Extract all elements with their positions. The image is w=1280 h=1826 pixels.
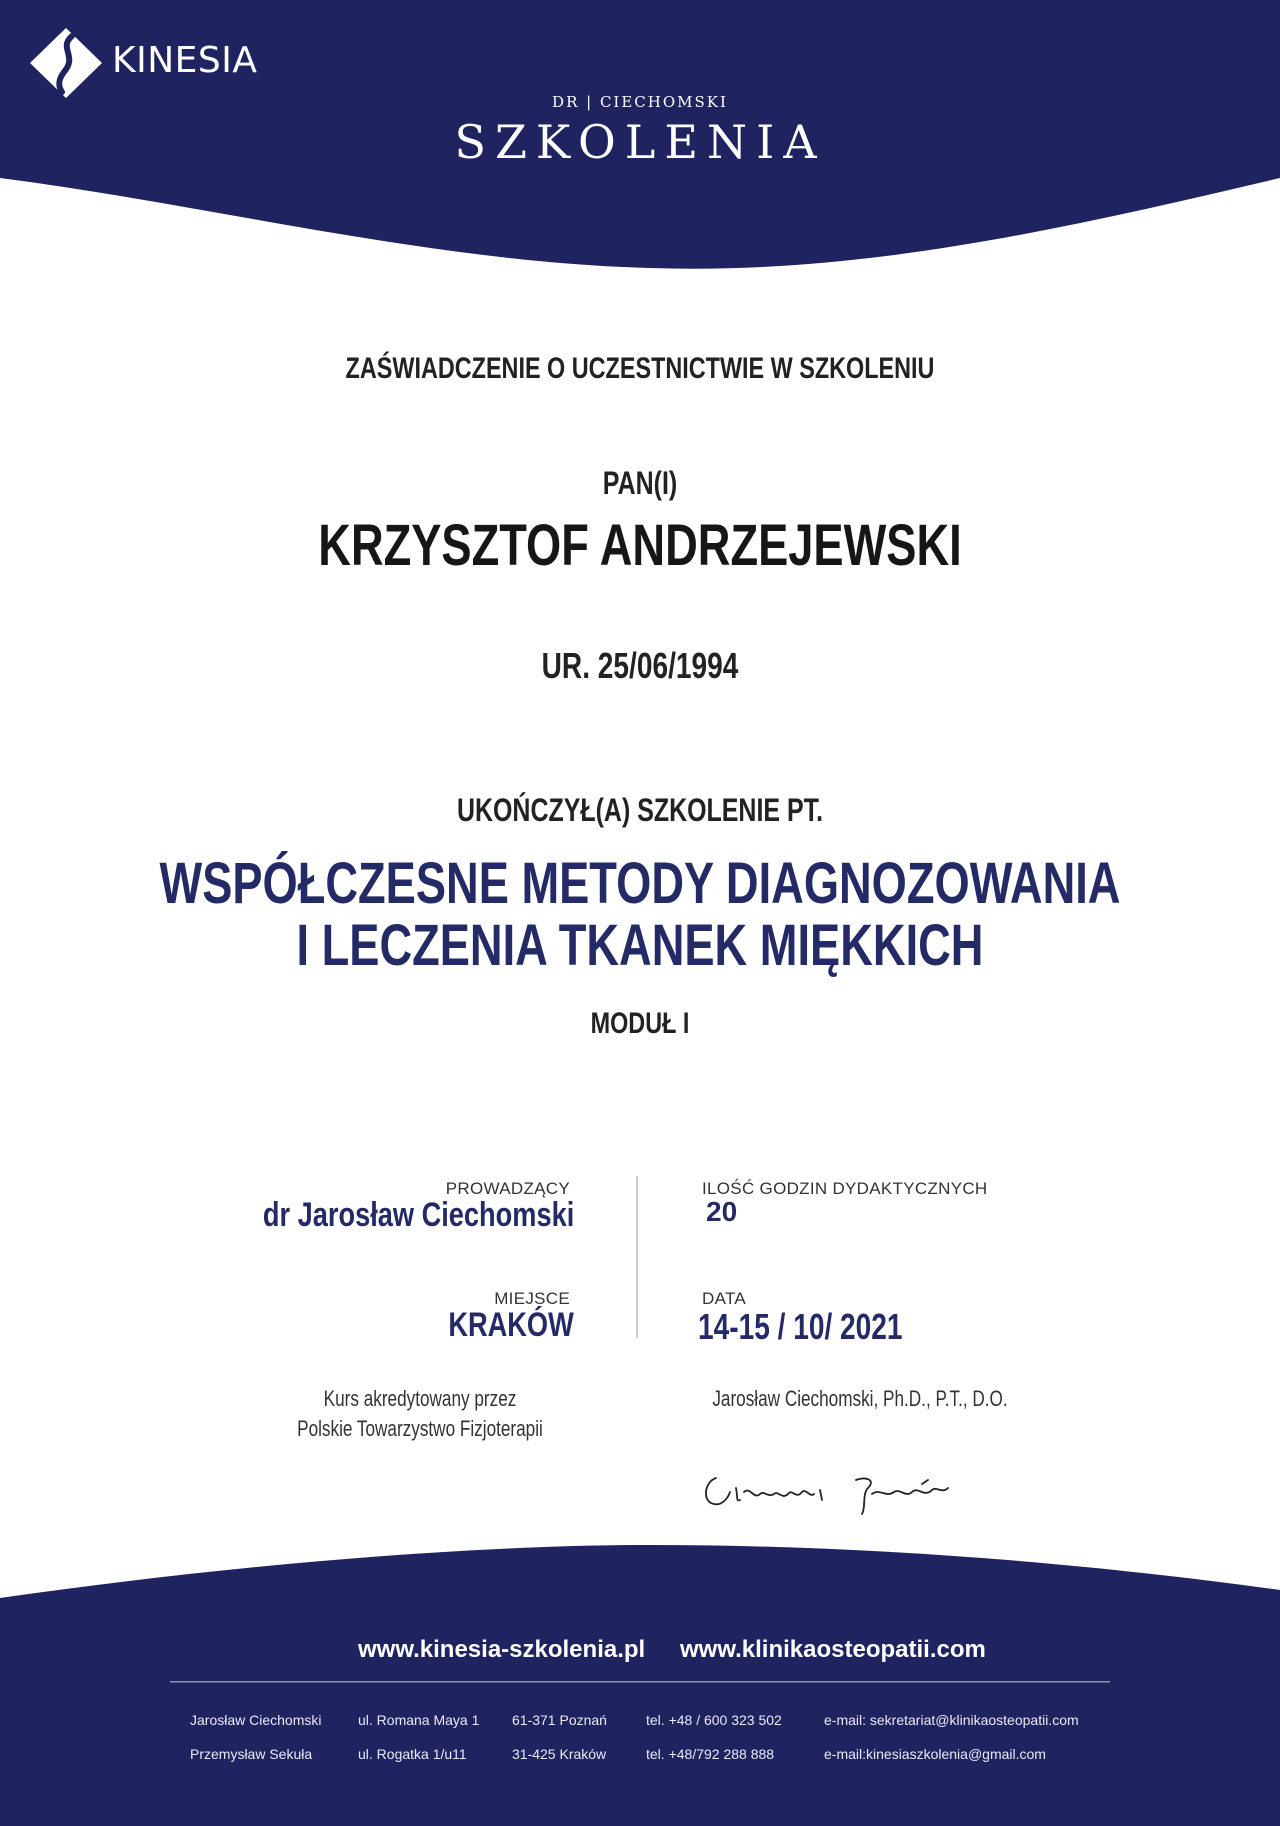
contact-street: ul. Romana Maya 1 [358, 1712, 480, 1728]
completed-label-wrap [0, 792, 1280, 829]
details-divider [636, 1176, 638, 1338]
contact-name: Jarosław Ciechomski [190, 1712, 322, 1728]
contact-email[interactable]: e-mail: sekretariat@klinikaosteopatii.com [824, 1712, 1079, 1728]
completed-label: UKOŃCZYŁ(A) SZKOLENIE PT. [456, 792, 824, 828]
place-value-wrap [274, 1306, 574, 1345]
accreditation-note [230, 1384, 610, 1444]
participant-name-wrap [0, 512, 1280, 579]
certificate-heading-wrap [0, 352, 1280, 386]
kinesia-diamond-icon [28, 26, 104, 100]
kinesia-logo [28, 26, 288, 100]
course-title-line2: I LECZENIA TKANEK MIĘKKICH [296, 913, 984, 978]
date-label: DATA [702, 1289, 747, 1308]
birth-date-wrap [0, 645, 1280, 687]
brand-title: SZKOLENIA [454, 115, 826, 169]
birth-date: UR. 25/06/1994 [541, 645, 739, 686]
date-value-wrap [698, 1306, 998, 1348]
contact-city: 61-371 Poznań [512, 1712, 607, 1728]
footer-url-1[interactable]: www.kinesia-szkolenia.pl [358, 1636, 646, 1663]
place-value: KRAKÓW [448, 1306, 574, 1344]
accreditation-line2: Polskie Towarzystwo Fizjoterapii [297, 1416, 543, 1441]
course-title-line1: WSPÓŁCZESNE METODY DIAGNOZOWANIA [159, 851, 1121, 916]
brand-subtitle: DR | CIECHOMSKI [552, 93, 728, 111]
accreditation-line1: Kurs akredytowany przez [323, 1386, 517, 1411]
logo-text: KINESIA [112, 40, 258, 81]
certificate-heading: ZAŚWIADCZENIE O UCZESTNICTWIE W SZKOLENIU [345, 352, 935, 385]
salutation: PAN(I) [602, 465, 678, 501]
instructor-label: PROWADZĄCY [445, 1179, 570, 1198]
salutation-wrap [0, 465, 1280, 502]
instructor-value-wrap [154, 1196, 574, 1235]
footer-band [0, 1545, 1280, 1826]
contact-city: 31-425 Kraków [512, 1746, 607, 1762]
date-value: 14-15 / 10/ 2021 [698, 1306, 903, 1347]
contact-email[interactable]: e-mail:kinesiaszkolenia@gmail.com [824, 1746, 1046, 1762]
hours-label: ILOŚĆ GODZIN DYDAKTYCZNYCH [702, 1179, 988, 1198]
course-title [0, 853, 1280, 977]
signatory-name-wrap [650, 1384, 1070, 1414]
contact-street: ul. Rogatka 1/u11 [358, 1746, 467, 1762]
instructor-value: dr Jarosław Ciechomski [262, 1196, 574, 1234]
contact-name: Przemysław Sekuła [190, 1746, 313, 1762]
contact-phone: tel. +48/792 288 888 [646, 1746, 775, 1762]
participant-name: KRZYSZTOF ANDRZEJEWSKI [318, 513, 962, 578]
hours-value: 20 [706, 1196, 738, 1227]
contact-row-1 [0, 1712, 1280, 1732]
footer-divider-line [170, 1681, 1110, 1683]
handwritten-signature [696, 1458, 986, 1518]
module-wrap [0, 1007, 1280, 1041]
signatory-name: Jarosław Ciechomski, Ph.D., P.T., D.O. [712, 1386, 1008, 1411]
place-label: MIEJSCE [494, 1289, 570, 1308]
module-label: MODUŁ I [590, 1007, 690, 1040]
contact-phone: tel. +48 / 600 323 502 [646, 1712, 782, 1728]
footer-url-2[interactable]: www.klinikaosteopatii.com [680, 1636, 986, 1663]
contact-row-2 [0, 1746, 1280, 1766]
